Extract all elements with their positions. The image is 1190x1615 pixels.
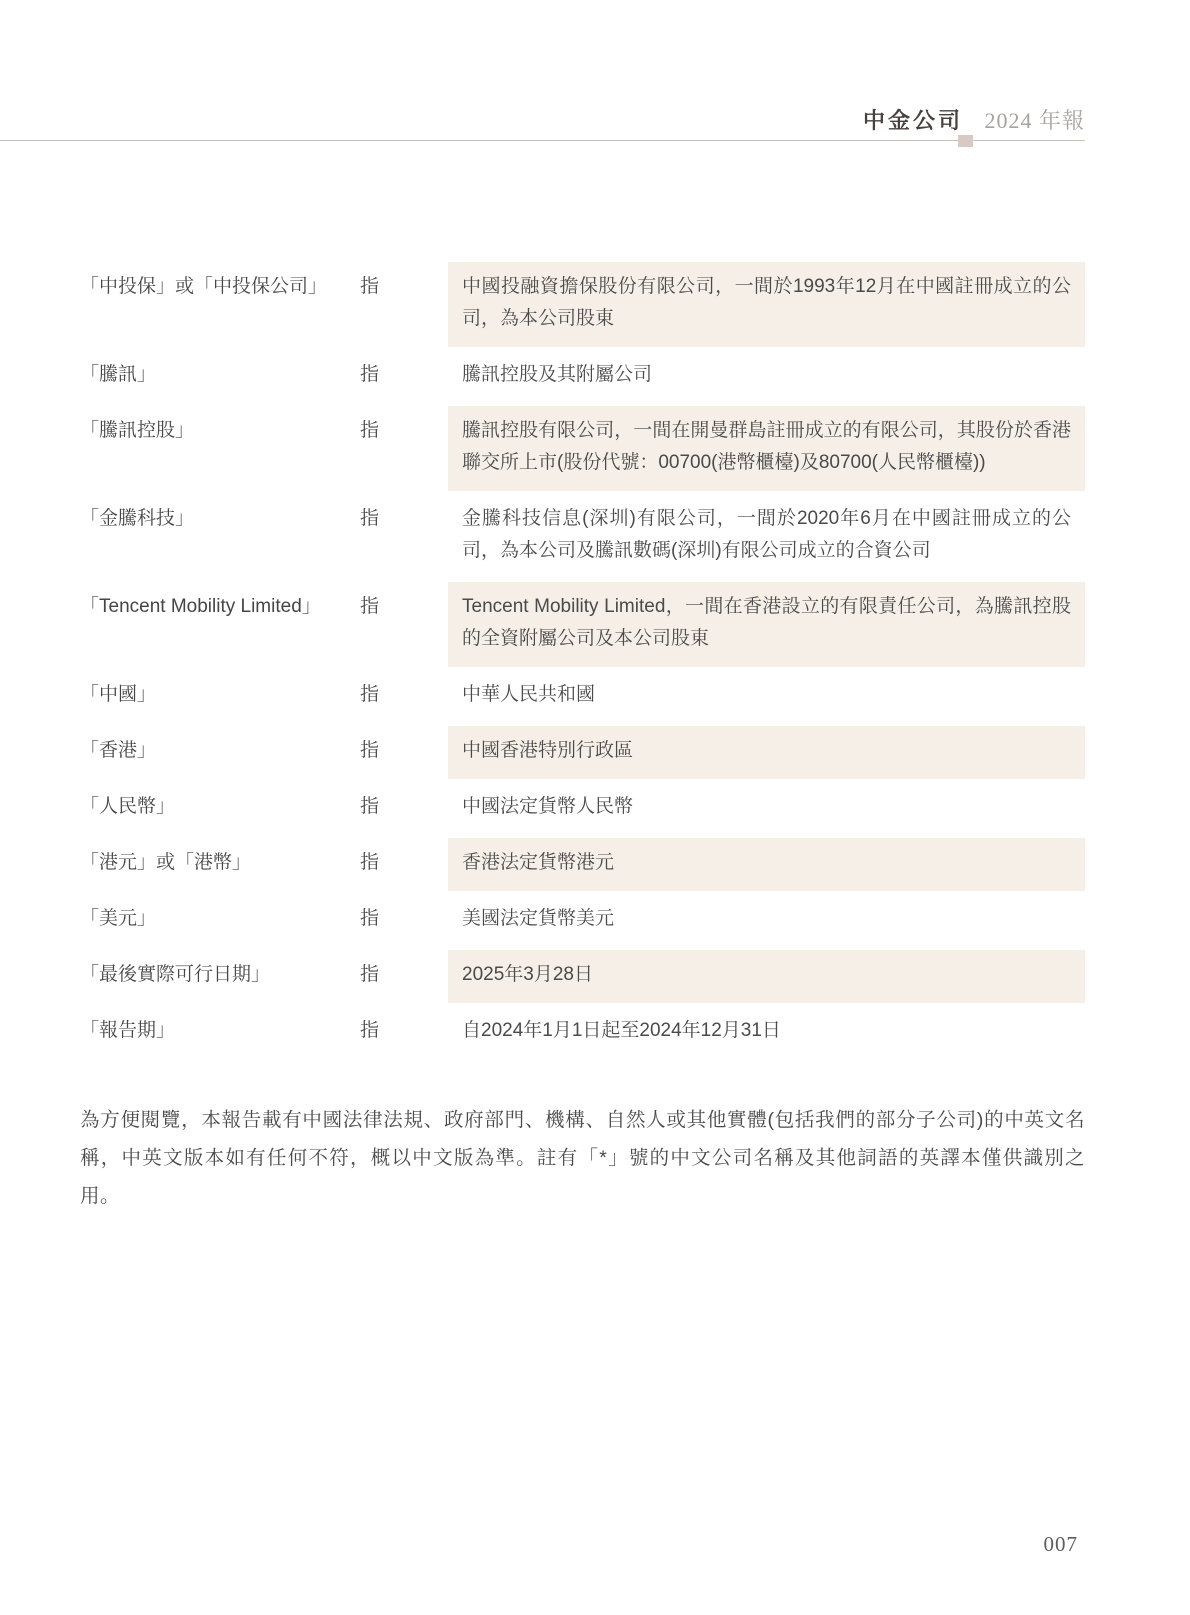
connector-cell: 指	[360, 964, 380, 985]
definition-cell: 美國法定貨幣美元	[462, 908, 615, 929]
definition-cell: 中國投融資擔保股份有限公司，一間於1993年12月在中國註冊成立的公司，為本公司股東	[448, 262, 1085, 347]
definition-cell: 香港法定貨幣港元	[448, 838, 1085, 891]
term-cell: 「美元」	[80, 908, 157, 929]
report-header	[863, 104, 1085, 135]
term-cell: 「報告期」	[80, 1020, 176, 1041]
definition-row	[80, 950, 1085, 1003]
term-cell: 「騰訊控股」	[80, 420, 195, 441]
definition-cell: 中國法定貨幣人民幣	[462, 796, 634, 817]
definition-row	[80, 726, 1085, 779]
definition-row	[80, 350, 1085, 403]
definition-cell: 金騰科技信息(深圳)有限公司，一間於2020年6月在中國註冊成立的公司，為本公司及騰訊數碼(深圳)有限公司成立的合資公司	[462, 508, 1071, 561]
report-year: 2024 年報	[984, 108, 1085, 133]
connector-cell: 指	[360, 740, 380, 761]
term-cell: 「人民幣」	[80, 796, 176, 817]
definition-row	[80, 582, 1085, 667]
language-note: 為方便閱覽，本報告載有中國法律法規、政府部門、機構、自然人或其他實體(包括我們的部分子公司)的中英文名稱，中英文版本如有任何不符，概以中文版為準。註有「*」號的中文公司名稱及其他詞語的英譯本僅供識別之用。	[80, 1109, 1085, 1207]
term-cell: 「Tencent Mobility Limited」	[80, 596, 321, 617]
connector-cell: 指	[360, 908, 380, 929]
definitions-section	[80, 262, 1085, 1215]
connector-cell: 指	[360, 364, 380, 385]
page-number: 007	[1043, 1532, 1078, 1556]
connector-cell: 指	[360, 1020, 380, 1041]
definition-row	[80, 1006, 1085, 1059]
term-cell: 「香港」	[80, 740, 157, 761]
definition-row	[80, 262, 1085, 347]
definition-cell: 騰訊控股有限公司，一間在開曼群島註冊成立的有限公司，其股份於香港聯交所上市(股份代號：00700(港幣櫃檯)及80700(人民幣櫃檯))	[448, 406, 1085, 491]
connector-cell: 指	[360, 276, 380, 297]
header-rule	[0, 140, 1085, 141]
term-cell: 「最後實際可行日期」	[80, 964, 271, 985]
definition-row	[80, 894, 1085, 947]
connector-cell: 指	[360, 852, 380, 873]
definition-row	[80, 494, 1085, 579]
company-name: 中金公司	[862, 108, 963, 133]
definition-row	[80, 782, 1085, 835]
definition-cell: 自2024年1月1日起至2024年12月31日	[462, 1020, 781, 1041]
definition-cell: Tencent Mobility Limited，一間在香港設立的有限責任公司，為騰訊控股的全資附屬公司及本公司股東	[448, 582, 1085, 667]
definition-cell: 2025年3月28日	[448, 950, 1085, 1003]
connector-cell: 指	[360, 508, 380, 529]
definition-row	[80, 838, 1085, 891]
definition-cell: 中國香港特別行政區	[448, 726, 1085, 779]
connector-cell: 指	[360, 420, 380, 441]
connector-cell: 指	[360, 796, 380, 817]
header-rule-marker	[958, 135, 973, 147]
term-cell: 「中國」	[80, 684, 157, 705]
connector-cell: 指	[360, 684, 380, 705]
definition-row	[80, 670, 1085, 723]
term-cell: 「港元」或「港幣」	[80, 852, 252, 873]
definition-row	[80, 406, 1085, 491]
definition-cell: 騰訊控股及其附屬公司	[462, 364, 653, 385]
connector-cell: 指	[360, 596, 380, 617]
term-cell: 「金騰科技」	[80, 508, 195, 529]
term-cell: 「騰訊」	[80, 364, 157, 385]
term-cell: 「中投保」或「中投保公司」	[80, 276, 328, 297]
definition-cell: 中華人民共和國	[462, 684, 596, 705]
